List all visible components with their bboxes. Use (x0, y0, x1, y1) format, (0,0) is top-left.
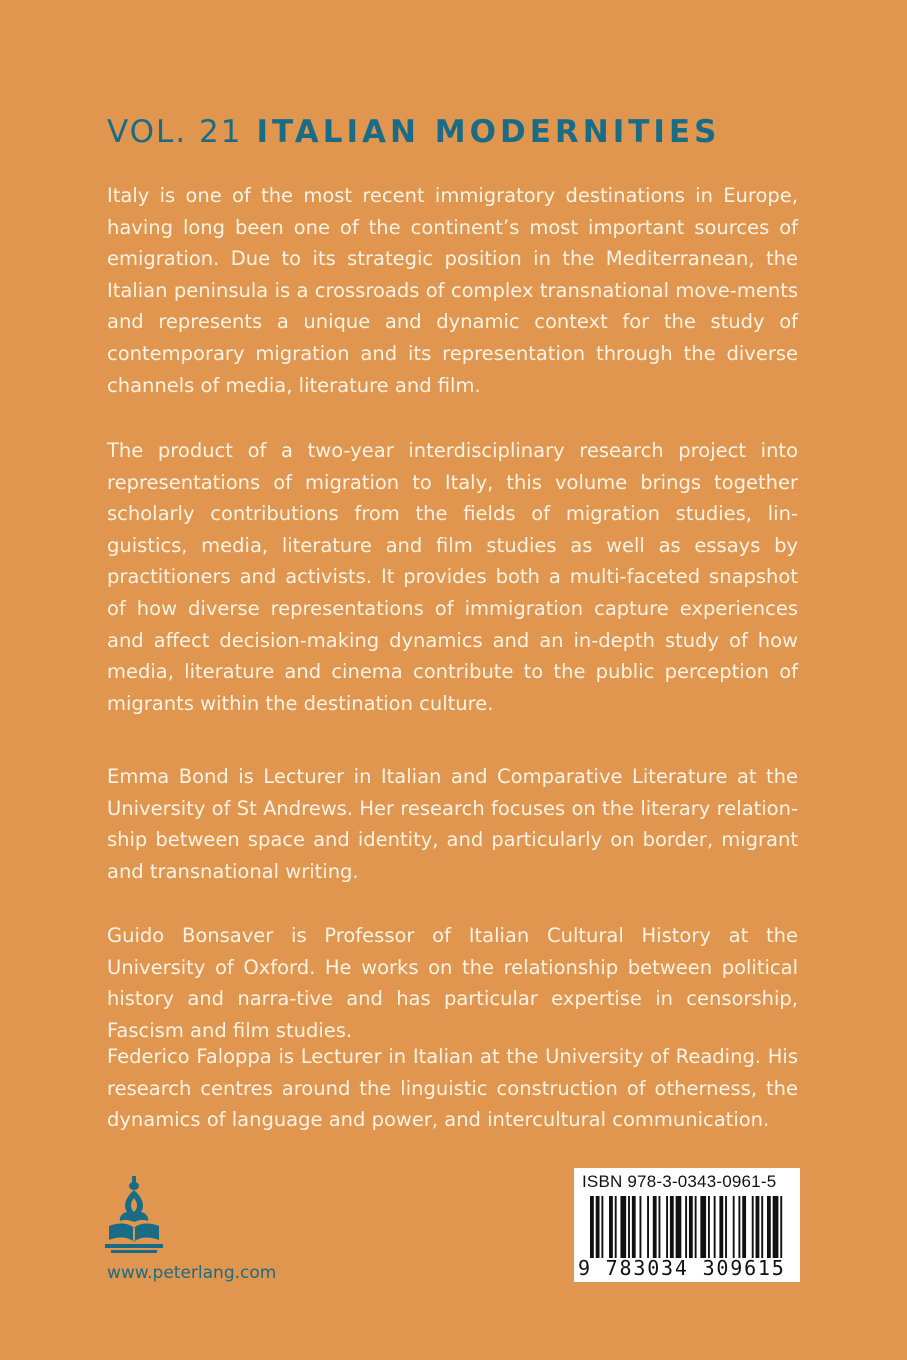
barcode-bar (756, 1196, 760, 1258)
barcode-bar (714, 1196, 716, 1258)
barcode-bar (609, 1196, 613, 1258)
barcode-bar (719, 1196, 723, 1258)
barcode-bar (666, 1196, 668, 1258)
barcode-bar (659, 1196, 661, 1258)
barcode-bars (590, 1196, 786, 1258)
barcode-bar (647, 1196, 649, 1258)
barcode-bar (689, 1196, 693, 1258)
barcode-bar (780, 1196, 782, 1258)
barcode-bar (695, 1196, 697, 1258)
series-volume: VOL. 21 (107, 114, 243, 150)
barcode-bar (733, 1196, 735, 1258)
barcode-bar (615, 1196, 617, 1258)
barcode-bar (742, 1196, 746, 1258)
barcode-bar (767, 1196, 771, 1258)
barcode-bar (601, 1196, 603, 1258)
barcode-bar (628, 1196, 630, 1258)
peter-lang-logo-icon (103, 1176, 165, 1258)
isbn-barcode (574, 1168, 800, 1282)
series-name: ITALIAN MODERNITIES (256, 114, 721, 150)
publisher-website-link[interactable]: www.peterlang.com (107, 1263, 277, 1283)
barcode-bar (670, 1196, 674, 1258)
barcode-bar (620, 1196, 626, 1258)
barcode-bar (773, 1196, 779, 1258)
barcode-bar (590, 1196, 594, 1258)
barcode-bar (700, 1196, 706, 1258)
barcode-bar (761, 1196, 763, 1258)
barcode-bar (725, 1196, 727, 1258)
series-heading (107, 112, 807, 152)
barcode-bar (676, 1196, 682, 1258)
barcode-bar (685, 1196, 687, 1258)
barcode-bar (653, 1196, 657, 1258)
barcode-bar (738, 1196, 740, 1258)
barcode-bar (632, 1196, 636, 1258)
description-paragraph: The product of a two-year interdisciplinary research project into representations of migration to Italy, this volume brings together scholarly contributions from the fields of migration studies, lin-guistics, media, literature and film studies as well as essays by practitioners and activists. It provides both a multi-faceted snapshot of how diverse representations of immigration capture experiences and affect decision-making dynamics and an in-depth study of how media, literature and cinema contribute to the public perception of migrants within the destination culture. (107, 439, 798, 715)
isbn-label: ISBN 978-3-0343-0961-5 (582, 1172, 777, 1191)
editor-bio-guido-bonsaver: Guido Bonsaver is Professor of Italian Cultural History at the University of Oxford. He works on the relationship between political history and narra-tive and has particular expertise in censorship, Fascism and film studies. (107, 924, 798, 1042)
barcode-digits: 9 783034 309615 (578, 1256, 786, 1280)
description-paragraph: Italy is one of the most recent immigratory destinations in Europe, having long been one of the continent’s most important sources of emigration. Due to its strategic position in the Mediterranean, the Italian peninsula is a crossroads of complex transnational move-ments and represents a unique and dynamic context for the study of contemporary migration and its representation through the diverse channels of media, literature and film. (107, 184, 798, 397)
editor-bio-federico-faloppa: Federico Faloppa is Lecturer in Italian at the University of Reading. His research centres around the linguistic construction of otherness, the dynamics of language and power, and intercultural communication. (107, 1045, 798, 1132)
barcode-bar (708, 1196, 710, 1258)
barcode-bar (752, 1196, 754, 1258)
editor-bio-emma-bond: Emma Bond is Lecturer in Italian and Comparative Literature at the University of St Andrews. Her research focuses on the literary relation-ship between space and identity, and particularly on border, migrant and transnational writing. (107, 765, 798, 883)
barcode-bar (639, 1196, 641, 1258)
barcode-bar (596, 1196, 600, 1258)
